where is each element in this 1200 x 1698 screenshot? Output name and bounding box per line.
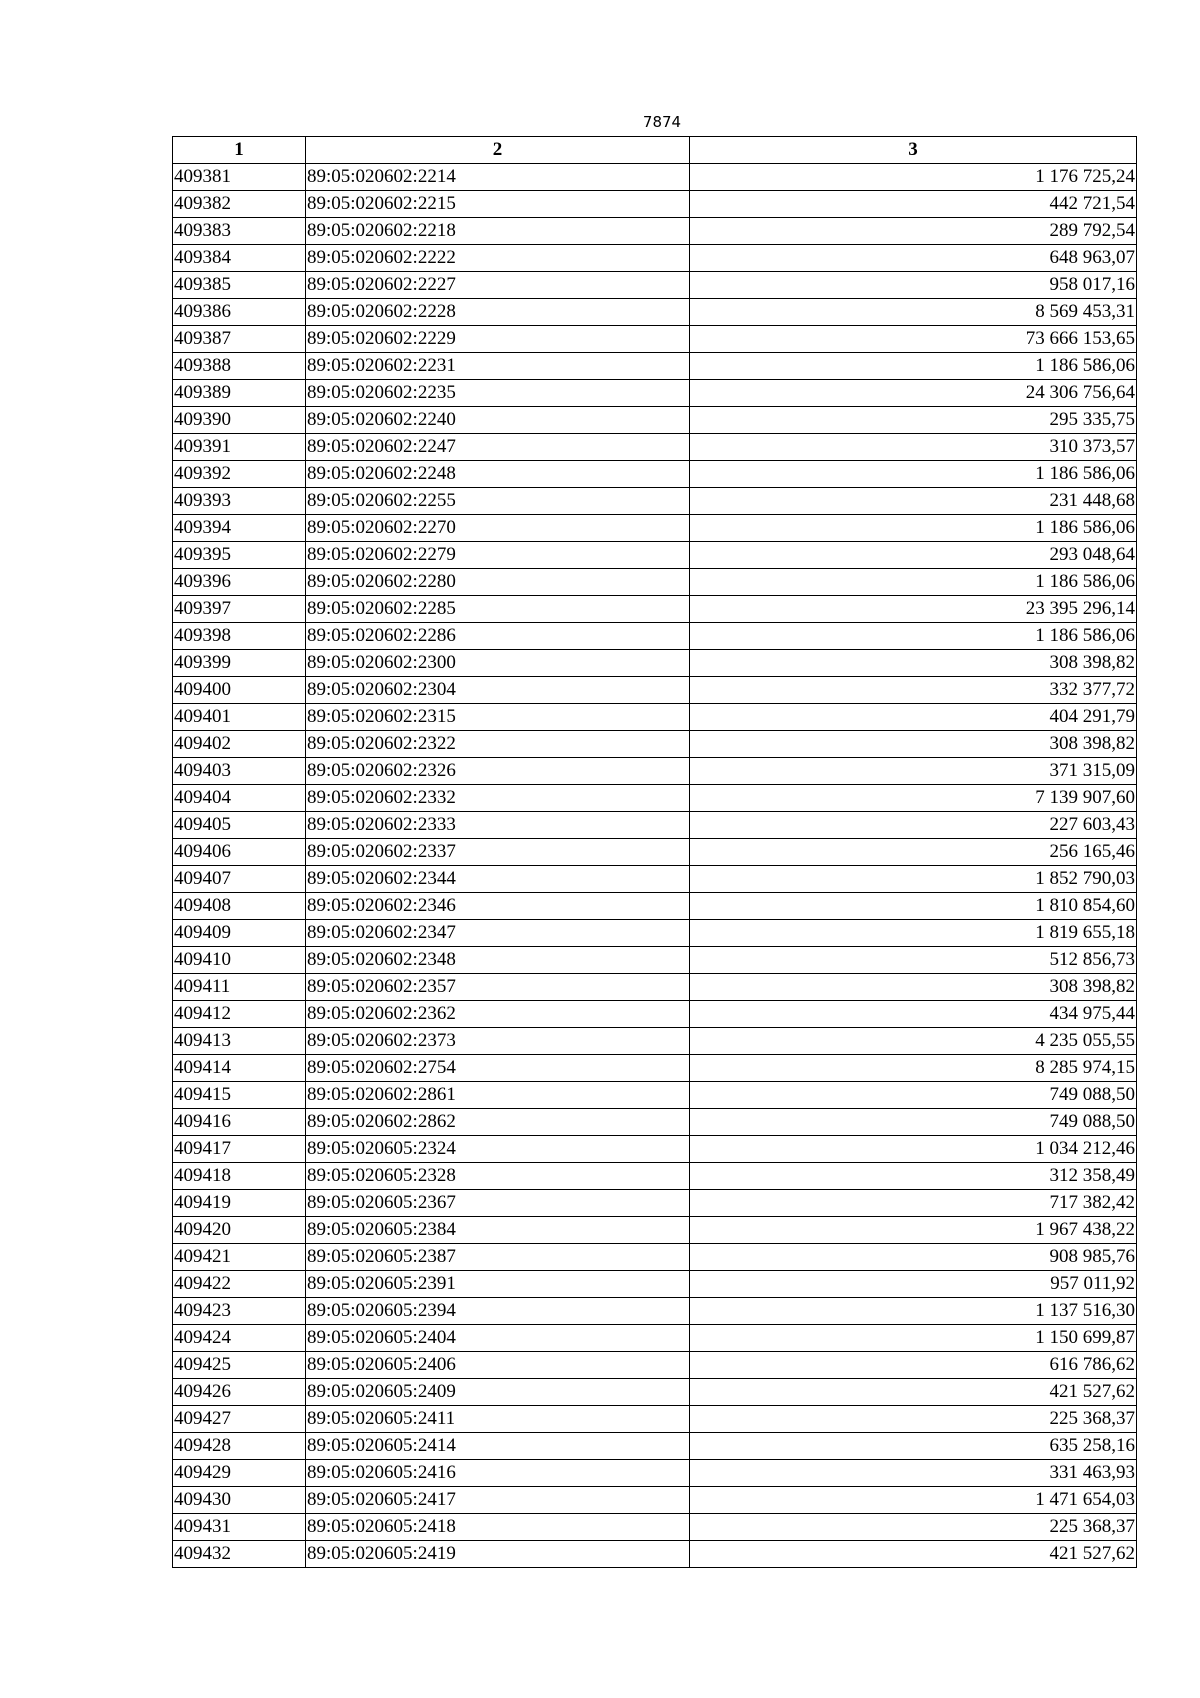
table-row bbox=[173, 353, 1137, 380]
value-cell: 295 335,75 bbox=[690, 407, 1137, 434]
row-id-cell: 409432 bbox=[173, 1541, 306, 1568]
table-row bbox=[173, 1298, 1137, 1325]
value-cell: 1 186 586,06 bbox=[690, 623, 1137, 650]
row-id-cell: 409392 bbox=[173, 461, 306, 488]
table-row bbox=[173, 272, 1137, 299]
value-cell: 1 186 586,06 bbox=[690, 569, 1137, 596]
row-id-cell: 409401 bbox=[173, 704, 306, 731]
row-id-cell: 409407 bbox=[173, 866, 306, 893]
value-cell: 331 463,93 bbox=[690, 1460, 1137, 1487]
table-row bbox=[173, 191, 1137, 218]
row-id-cell: 409385 bbox=[173, 272, 306, 299]
value-cell: 73 666 153,65 bbox=[690, 326, 1137, 353]
value-cell: 256 165,46 bbox=[690, 839, 1137, 866]
table-row bbox=[173, 326, 1137, 353]
row-id-cell: 409429 bbox=[173, 1460, 306, 1487]
value-cell: 958 017,16 bbox=[690, 272, 1137, 299]
cadastral-number-cell: 89:05:020602:2337 bbox=[306, 839, 690, 866]
value-cell: 289 792,54 bbox=[690, 218, 1137, 245]
table-row bbox=[173, 974, 1137, 1001]
cadastral-number-cell: 89:05:020602:2300 bbox=[306, 650, 690, 677]
value-cell: 616 786,62 bbox=[690, 1352, 1137, 1379]
row-id-cell: 409409 bbox=[173, 920, 306, 947]
value-cell: 404 291,79 bbox=[690, 704, 1137, 731]
row-id-cell: 409390 bbox=[173, 407, 306, 434]
row-id-cell: 409404 bbox=[173, 785, 306, 812]
row-id-cell: 409382 bbox=[173, 191, 306, 218]
row-id-cell: 409394 bbox=[173, 515, 306, 542]
value-cell: 1 852 790,03 bbox=[690, 866, 1137, 893]
column-header-2: 2 bbox=[306, 137, 690, 164]
value-cell: 908 985,76 bbox=[690, 1244, 1137, 1271]
value-cell: 310 373,57 bbox=[690, 434, 1137, 461]
value-cell: 1 176 725,24 bbox=[690, 164, 1137, 191]
value-cell: 512 856,73 bbox=[690, 947, 1137, 974]
cadastral-number-cell: 89:05:020605:2406 bbox=[306, 1352, 690, 1379]
cadastral-number-cell: 89:05:020605:2418 bbox=[306, 1514, 690, 1541]
table-row bbox=[173, 515, 1137, 542]
value-cell: 1 471 654,03 bbox=[690, 1487, 1137, 1514]
value-cell: 1 810 854,60 bbox=[690, 893, 1137, 920]
table-row bbox=[173, 947, 1137, 974]
row-id-cell: 409419 bbox=[173, 1190, 306, 1217]
table-row bbox=[173, 623, 1137, 650]
cadastral-number-cell: 89:05:020605:2414 bbox=[306, 1433, 690, 1460]
row-id-cell: 409400 bbox=[173, 677, 306, 704]
cadastral-number-cell: 89:05:020605:2419 bbox=[306, 1541, 690, 1568]
value-cell: 635 258,16 bbox=[690, 1433, 1137, 1460]
value-cell: 421 527,62 bbox=[690, 1379, 1137, 1406]
cadastral-number-cell: 89:05:020605:2416 bbox=[306, 1460, 690, 1487]
cadastral-number-cell: 89:05:020602:2862 bbox=[306, 1109, 690, 1136]
table-row bbox=[173, 677, 1137, 704]
row-id-cell: 409423 bbox=[173, 1298, 306, 1325]
cadastral-number-cell: 89:05:020602:2280 bbox=[306, 569, 690, 596]
row-id-cell: 409415 bbox=[173, 1082, 306, 1109]
row-id-cell: 409427 bbox=[173, 1406, 306, 1433]
table-row bbox=[173, 1433, 1137, 1460]
row-id-cell: 409408 bbox=[173, 893, 306, 920]
table-row bbox=[173, 866, 1137, 893]
table-row bbox=[173, 1271, 1137, 1298]
table-row bbox=[173, 218, 1137, 245]
row-id-cell: 409381 bbox=[173, 164, 306, 191]
table-row bbox=[173, 1055, 1137, 1082]
value-cell: 421 527,62 bbox=[690, 1541, 1137, 1568]
cadastral-number-cell: 89:05:020605:2367 bbox=[306, 1190, 690, 1217]
row-id-cell: 409391 bbox=[173, 434, 306, 461]
value-cell: 7 139 907,60 bbox=[690, 785, 1137, 812]
value-cell: 371 315,09 bbox=[690, 758, 1137, 785]
cadastral-number-cell: 89:05:020602:2218 bbox=[306, 218, 690, 245]
value-cell: 308 398,82 bbox=[690, 731, 1137, 758]
table-row bbox=[173, 920, 1137, 947]
cadastral-number-cell: 89:05:020605:2387 bbox=[306, 1244, 690, 1271]
table-row bbox=[173, 407, 1137, 434]
row-id-cell: 409425 bbox=[173, 1352, 306, 1379]
row-id-cell: 409389 bbox=[173, 380, 306, 407]
table-row bbox=[173, 731, 1137, 758]
table-row bbox=[173, 1514, 1137, 1541]
row-id-cell: 409422 bbox=[173, 1271, 306, 1298]
cadastral-number-cell: 89:05:020602:2247 bbox=[306, 434, 690, 461]
cadastral-number-cell: 89:05:020602:2326 bbox=[306, 758, 690, 785]
cadastral-number-cell: 89:05:020602:2255 bbox=[306, 488, 690, 515]
value-cell: 308 398,82 bbox=[690, 974, 1137, 1001]
table-row bbox=[173, 1460, 1137, 1487]
cadastral-number-cell: 89:05:020602:2215 bbox=[306, 191, 690, 218]
value-cell: 957 011,92 bbox=[690, 1271, 1137, 1298]
cadastral-number-cell: 89:05:020605:2394 bbox=[306, 1298, 690, 1325]
value-cell: 8 569 453,31 bbox=[690, 299, 1137, 326]
row-id-cell: 409421 bbox=[173, 1244, 306, 1271]
cadastral-number-cell: 89:05:020602:2270 bbox=[306, 515, 690, 542]
table-row bbox=[173, 164, 1137, 191]
value-cell: 8 285 974,15 bbox=[690, 1055, 1137, 1082]
row-id-cell: 409414 bbox=[173, 1055, 306, 1082]
row-id-cell: 409393 bbox=[173, 488, 306, 515]
row-id-cell: 409412 bbox=[173, 1001, 306, 1028]
table-row bbox=[173, 1325, 1137, 1352]
cadastral-number-cell: 89:05:020602:2285 bbox=[306, 596, 690, 623]
cadastral-number-cell: 89:05:020602:2315 bbox=[306, 704, 690, 731]
cadastral-number-cell: 89:05:020602:2344 bbox=[306, 866, 690, 893]
row-id-cell: 409395 bbox=[173, 542, 306, 569]
cadastral-number-cell: 89:05:020602:2248 bbox=[306, 461, 690, 488]
column-header-3: 3 bbox=[690, 137, 1137, 164]
cadastral-number-cell: 89:05:020602:2286 bbox=[306, 623, 690, 650]
table-row bbox=[173, 1406, 1137, 1433]
value-cell: 717 382,42 bbox=[690, 1190, 1137, 1217]
row-id-cell: 409388 bbox=[173, 353, 306, 380]
cadastral-number-cell: 89:05:020602:2333 bbox=[306, 812, 690, 839]
table-row bbox=[173, 1163, 1137, 1190]
table-row bbox=[173, 704, 1137, 731]
cadastral-number-cell: 89:05:020602:2332 bbox=[306, 785, 690, 812]
table-row bbox=[173, 893, 1137, 920]
cadastral-number-cell: 89:05:020602:2754 bbox=[306, 1055, 690, 1082]
table-row bbox=[173, 650, 1137, 677]
value-cell: 4 235 055,55 bbox=[690, 1028, 1137, 1055]
table-row bbox=[173, 758, 1137, 785]
row-id-cell: 409424 bbox=[173, 1325, 306, 1352]
cadastral-number-cell: 89:05:020602:2304 bbox=[306, 677, 690, 704]
table-row bbox=[173, 839, 1137, 866]
value-cell: 312 358,49 bbox=[690, 1163, 1137, 1190]
table-row bbox=[173, 461, 1137, 488]
page-number: 7874 bbox=[642, 113, 682, 131]
table-row bbox=[173, 1136, 1137, 1163]
value-cell: 1 186 586,06 bbox=[690, 515, 1137, 542]
table-row bbox=[173, 785, 1137, 812]
column-header-1: 1 bbox=[173, 137, 306, 164]
table-row bbox=[173, 542, 1137, 569]
cadastral-number-cell: 89:05:020602:2373 bbox=[306, 1028, 690, 1055]
row-id-cell: 409431 bbox=[173, 1514, 306, 1541]
cadastral-number-cell: 89:05:020602:2861 bbox=[306, 1082, 690, 1109]
cadastral-number-cell: 89:05:020602:2279 bbox=[306, 542, 690, 569]
cadastral-number-cell: 89:05:020605:2328 bbox=[306, 1163, 690, 1190]
table-row bbox=[173, 1487, 1137, 1514]
header-row bbox=[173, 137, 1137, 164]
cadastral-number-cell: 89:05:020602:2229 bbox=[306, 326, 690, 353]
row-id-cell: 409387 bbox=[173, 326, 306, 353]
table-row bbox=[173, 488, 1137, 515]
cadastral-number-cell: 89:05:020605:2409 bbox=[306, 1379, 690, 1406]
value-cell: 442 721,54 bbox=[690, 191, 1137, 218]
row-id-cell: 409418 bbox=[173, 1163, 306, 1190]
cadastral-number-cell: 89:05:020602:2222 bbox=[306, 245, 690, 272]
row-id-cell: 409416 bbox=[173, 1109, 306, 1136]
row-id-cell: 409428 bbox=[173, 1433, 306, 1460]
table-row bbox=[173, 1028, 1137, 1055]
table-row bbox=[173, 1217, 1137, 1244]
table-body bbox=[173, 164, 1137, 1568]
cadastral-number-cell: 89:05:020605:2324 bbox=[306, 1136, 690, 1163]
cadastral-number-cell: 89:05:020602:2231 bbox=[306, 353, 690, 380]
cadastral-number-cell: 89:05:020602:2346 bbox=[306, 893, 690, 920]
table-row bbox=[173, 596, 1137, 623]
row-id-cell: 409405 bbox=[173, 812, 306, 839]
table-row bbox=[173, 1244, 1137, 1271]
cadastral-number-cell: 89:05:020605:2404 bbox=[306, 1325, 690, 1352]
cadastral-number-cell: 89:05:020602:2357 bbox=[306, 974, 690, 1001]
row-id-cell: 409417 bbox=[173, 1136, 306, 1163]
value-cell: 1 137 516,30 bbox=[690, 1298, 1137, 1325]
value-cell: 1 186 586,06 bbox=[690, 353, 1137, 380]
value-cell: 225 368,37 bbox=[690, 1514, 1137, 1541]
row-id-cell: 409430 bbox=[173, 1487, 306, 1514]
cadastral-number-cell: 89:05:020605:2391 bbox=[306, 1271, 690, 1298]
table-row bbox=[173, 299, 1137, 326]
row-id-cell: 409384 bbox=[173, 245, 306, 272]
row-id-cell: 409411 bbox=[173, 974, 306, 1001]
row-id-cell: 409410 bbox=[173, 947, 306, 974]
cadastral-number-cell: 89:05:020605:2411 bbox=[306, 1406, 690, 1433]
cadastral-number-cell: 89:05:020602:2347 bbox=[306, 920, 690, 947]
row-id-cell: 409383 bbox=[173, 218, 306, 245]
value-cell: 648 963,07 bbox=[690, 245, 1137, 272]
table-row bbox=[173, 812, 1137, 839]
value-cell: 1 186 586,06 bbox=[690, 461, 1137, 488]
cadastral-number-cell: 89:05:020605:2417 bbox=[306, 1487, 690, 1514]
value-cell: 1 967 438,22 bbox=[690, 1217, 1137, 1244]
cadastral-number-cell: 89:05:020605:2384 bbox=[306, 1217, 690, 1244]
table-row bbox=[173, 1001, 1137, 1028]
row-id-cell: 409403 bbox=[173, 758, 306, 785]
row-id-cell: 409398 bbox=[173, 623, 306, 650]
cadastral-number-cell: 89:05:020602:2362 bbox=[306, 1001, 690, 1028]
cadastral-number-cell: 89:05:020602:2348 bbox=[306, 947, 690, 974]
value-cell: 24 306 756,64 bbox=[690, 380, 1137, 407]
table-row bbox=[173, 1109, 1137, 1136]
table-row bbox=[173, 569, 1137, 596]
value-cell: 1 034 212,46 bbox=[690, 1136, 1137, 1163]
value-cell: 1 150 699,87 bbox=[690, 1325, 1137, 1352]
table-row bbox=[173, 1352, 1137, 1379]
table-row bbox=[173, 1190, 1137, 1217]
value-cell: 23 395 296,14 bbox=[690, 596, 1137, 623]
cadastral-number-cell: 89:05:020602:2227 bbox=[306, 272, 690, 299]
table-row bbox=[173, 245, 1137, 272]
row-id-cell: 409406 bbox=[173, 839, 306, 866]
table-row bbox=[173, 1379, 1137, 1406]
cadastral-number-cell: 89:05:020602:2228 bbox=[306, 299, 690, 326]
value-cell: 231 448,68 bbox=[690, 488, 1137, 515]
value-cell: 1 819 655,18 bbox=[690, 920, 1137, 947]
row-id-cell: 409413 bbox=[173, 1028, 306, 1055]
row-id-cell: 409420 bbox=[173, 1217, 306, 1244]
table-row bbox=[173, 380, 1137, 407]
row-id-cell: 409399 bbox=[173, 650, 306, 677]
value-cell: 227 603,43 bbox=[690, 812, 1137, 839]
table-row bbox=[173, 1541, 1137, 1568]
cadastral-number-cell: 89:05:020602:2235 bbox=[306, 380, 690, 407]
value-cell: 332 377,72 bbox=[690, 677, 1137, 704]
row-id-cell: 409426 bbox=[173, 1379, 306, 1406]
value-cell: 749 088,50 bbox=[690, 1082, 1137, 1109]
row-id-cell: 409402 bbox=[173, 731, 306, 758]
cadastral-number-cell: 89:05:020602:2214 bbox=[306, 164, 690, 191]
row-id-cell: 409396 bbox=[173, 569, 306, 596]
table-row bbox=[173, 434, 1137, 461]
value-cell: 293 048,64 bbox=[690, 542, 1137, 569]
value-cell: 749 088,50 bbox=[690, 1109, 1137, 1136]
value-cell: 308 398,82 bbox=[690, 650, 1137, 677]
row-id-cell: 409386 bbox=[173, 299, 306, 326]
value-cell: 434 975,44 bbox=[690, 1001, 1137, 1028]
value-cell: 225 368,37 bbox=[690, 1406, 1137, 1433]
cadastral-number-cell: 89:05:020602:2240 bbox=[306, 407, 690, 434]
cadastral-number-cell: 89:05:020602:2322 bbox=[306, 731, 690, 758]
data-table bbox=[172, 136, 1137, 1568]
row-id-cell: 409397 bbox=[173, 596, 306, 623]
table-row bbox=[173, 1082, 1137, 1109]
